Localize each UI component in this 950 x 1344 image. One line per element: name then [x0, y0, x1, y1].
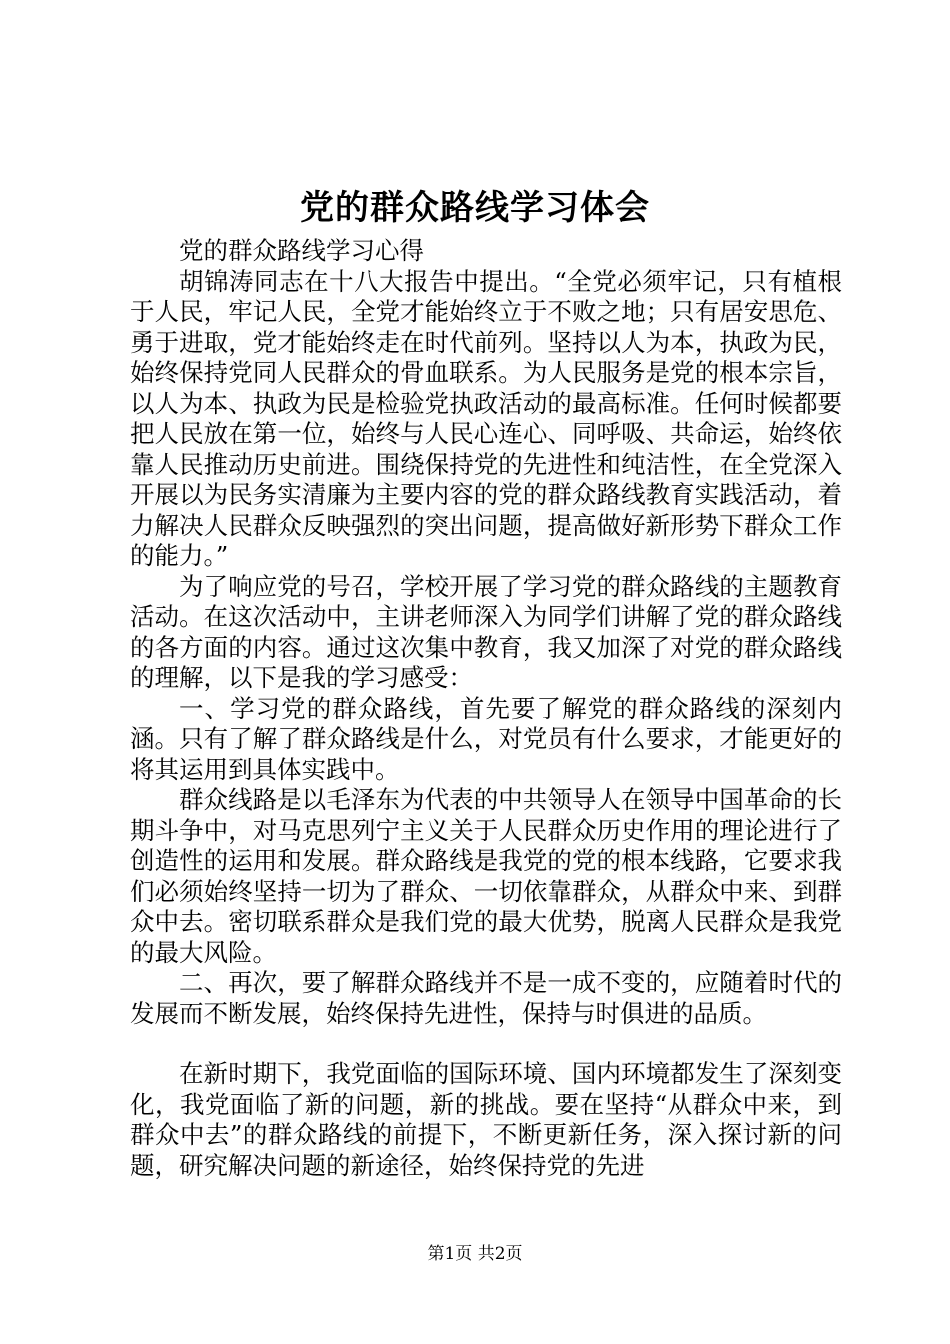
paragraph: 一、学习党的群众路线，首先要了解党的群众路线的深刻内涵。只有了解了群众路线是什么，对党员有什么要求，才能更好的将其运用到具体实践中。 [130, 693, 842, 784]
paragraph: 为了响应党的号召，学校开展了学习党的群众路线的主题教育活动。在这次活动中，主讲老师深入为同学们讲解了党的群众路线的各方面的内容。通过这次集中教育，我又加深了对党的群众路线的理解，以下是我的学习感受： [130, 571, 842, 692]
paragraph: 胡锦涛同志在十八大报告中提出。“全党必须牢记，只有植根于人民，牢记人民，全党才能始终立于不败之地；只有居安思危、勇于进取，党才能始终走在时代前列。坚持以人为本，执政为民，始终保持党同人民群众的骨血联系。为人民服务是党的根本宗旨，以人为本、执政为民是检验党执政活动的最高标准。任何时候都要把人民放在第一位，始终与人民心连心、同呼吸、共命运，始终依靠人民推动历史前进。围绕保持党的先进性和纯洁性，在全党深入开展以为民务实清廉为主要内容的党的群众路线教育实践活动，着力解决人民群众反映强烈的突出问题，提高做好新形势下群众工作的能力。” [130, 266, 842, 570]
document-title: 党的群众路线学习体会 [300, 188, 650, 228]
paragraph-subtitle: 党的群众路线学习心得 [179, 236, 424, 265]
page-footer: 第1页 共2页 [427, 1244, 523, 1264]
paragraph: 二、再次，要了解群众路线并不是一成不变的，应随着时代的发展而不断发展，始终保持先进性，保持与时俱进的品质。 [130, 968, 842, 1028]
document-body [130, 236, 842, 1181]
paragraph: 群众线路是以毛泽东为代表的中共领导人在领导中国革命的长期斗争中，对马克思列宁主义关于人民群众历史作用的理论进行了创造性的运用和发展。群众路线是我党的党的根本线路，它要求我们必须始终坚持一切为了群众、一切依靠群众，从群众中来、到群众中去。密切联系群众是我们党的最大优势，脱离人民群众是我党的最大风险。 [130, 785, 842, 967]
paragraph: 在新时期下，我党面临的国际环境、国内环境都发生了深刻变化，我党面临了新的问题，新的挑战。要在坚持“从群众中来，到群众中去”的群众路线的前提下，不断更新任务，深入探讨新的问题，研究解决问题的新途径，始终保持党的先进 [130, 1059, 842, 1180]
